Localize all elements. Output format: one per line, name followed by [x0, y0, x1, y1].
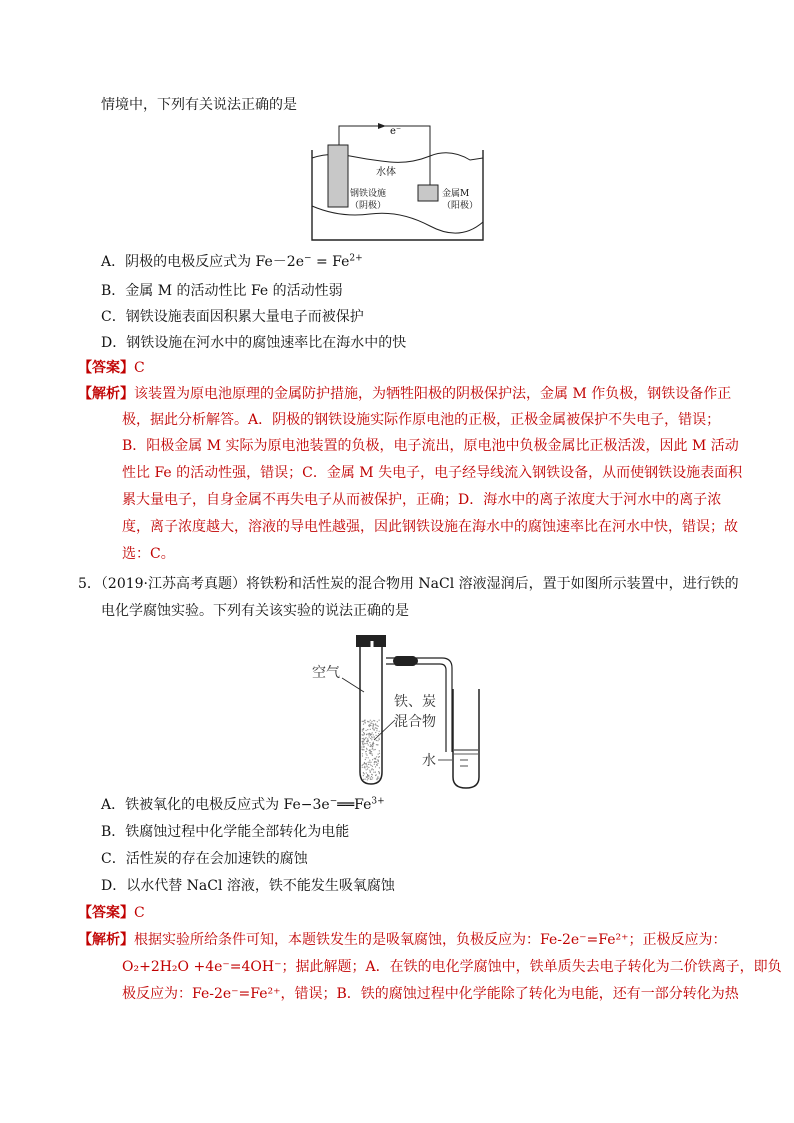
mixture-dot — [362, 738, 363, 739]
mixture-dot — [363, 779, 364, 780]
mixture-dot — [372, 755, 373, 756]
mixture-dot — [369, 742, 370, 743]
mixture-dot — [374, 761, 375, 762]
mixture-dot — [370, 725, 371, 726]
mixture-dot — [366, 730, 367, 731]
mixture-dot — [376, 764, 377, 765]
water-label: 水 — [422, 753, 436, 769]
metal-label-1: 金属M — [442, 189, 470, 199]
mixture-dot — [366, 734, 367, 735]
mixture-dot — [370, 729, 371, 730]
mixture-dot — [361, 746, 362, 747]
mixture-dot — [372, 774, 373, 775]
mixture-dot — [372, 749, 373, 750]
mixture-dot — [379, 773, 380, 774]
mixture-dot — [372, 768, 373, 769]
mixture-dot — [371, 721, 372, 722]
q5-figure — [300, 632, 500, 792]
mixture-dot — [379, 750, 380, 751]
mixture-dot — [362, 767, 363, 768]
mix-label-2: 混合物 — [394, 714, 436, 730]
q5-stem-1: 5．（2019·江苏高考真题）将铁粉和活性炭的混合物用 NaCl 溶液湿润后，置于如图所示装置中，进行铁的 — [78, 576, 739, 592]
mixture-dot — [375, 772, 376, 773]
mixture-dot — [372, 777, 373, 778]
left-test-tube — [360, 647, 382, 784]
mixture-dot — [367, 740, 368, 741]
mixture-dot — [371, 753, 372, 754]
mixture-dot — [370, 750, 371, 751]
q4-analysis-6: 度，离子浓度越大，溶液的导电性越强，因此钢铁设施在海水中的腐蚀速率比在河水中快，错误；故 — [122, 519, 738, 535]
q5-option-b: B．铁腐蚀过程中化学能全部转化为电能 — [101, 824, 350, 840]
mixture-dot — [375, 732, 376, 733]
mixture-dot — [376, 728, 377, 729]
mixture-dot — [376, 779, 377, 780]
mixture-dot — [366, 741, 367, 742]
mixture-dot — [364, 722, 365, 723]
q5-option-c: C．活性炭的存在会加速铁的腐蚀 — [101, 851, 308, 867]
mixture-dot — [379, 756, 380, 757]
mixture-dot — [378, 754, 379, 755]
q4-option-a: A．阴极的电极反应式为 $Fe-2e^- = Fe^{2+}$ — [101, 253, 363, 270]
mixture-dot — [365, 738, 366, 739]
q4-option-b: B．金属 M 的活动性比 Fe 的活动性弱 — [101, 283, 343, 299]
q5-answer: 【答案】C — [78, 905, 145, 921]
mixture-dot — [379, 731, 380, 732]
mixture-dot — [366, 757, 367, 758]
electron-label: e⁻ — [390, 126, 402, 137]
mixture-dot — [364, 743, 365, 744]
mixture-dot — [378, 778, 379, 779]
mixture-dot — [366, 751, 367, 752]
mixture-dot — [379, 720, 380, 721]
mixture-dot — [376, 744, 377, 745]
mixture-dot — [368, 734, 369, 735]
mixture-dot — [368, 733, 369, 734]
mixture-dot — [362, 721, 363, 722]
mixture-dot — [370, 720, 371, 721]
mixture-dot — [378, 726, 379, 727]
q4-analysis-1: 【解析】该装置为原电池原理的金属防护措施，为牺牲阳极的阴极保护法，金属 M 作负极，钢铁设备作正 — [78, 386, 732, 402]
mixture-dot — [363, 738, 364, 739]
mixture-dot — [371, 765, 372, 766]
mixture-dot — [370, 735, 371, 736]
q4-figure — [310, 122, 490, 242]
mixture-dot — [372, 727, 373, 728]
mixture-dot — [365, 743, 366, 744]
mixture-dot — [371, 739, 372, 740]
q4-analysis-7: 选：C。 — [122, 546, 175, 562]
mixture-dot — [362, 730, 363, 731]
mixture-dot — [368, 778, 369, 779]
mixture-dot — [375, 724, 376, 725]
iron-carbon-mixture — [361, 720, 380, 781]
mixture-dot — [368, 721, 369, 722]
mixture-dot — [363, 728, 364, 729]
mixture-dot — [363, 749, 364, 750]
mixture-dot — [368, 775, 369, 776]
mixture-dot — [371, 723, 372, 724]
mixture-dot — [363, 744, 364, 745]
mixture-dot — [366, 776, 367, 777]
mixture-dot — [362, 765, 363, 766]
mixture-dot — [379, 753, 380, 754]
mixture-dot — [372, 728, 373, 729]
mixture-dot — [368, 744, 369, 745]
mixture-dot — [376, 756, 377, 757]
mixture-dot — [370, 762, 371, 763]
mixture-dot — [373, 769, 374, 770]
mixture-dot — [366, 765, 367, 766]
mixture-dot — [377, 778, 378, 779]
mixture-dot — [370, 746, 371, 747]
mixture-dot — [370, 777, 371, 778]
mixture-dot — [370, 751, 371, 752]
mixture-dot — [368, 767, 369, 768]
mixture-dot — [376, 735, 377, 736]
mixture-dot — [366, 763, 367, 764]
mixture-dot — [369, 762, 370, 763]
mixture-dot — [374, 758, 375, 759]
mixture-dot — [374, 764, 375, 765]
mixture-dot — [373, 734, 374, 735]
mixture-dot — [377, 721, 378, 722]
mixture-dot — [373, 745, 374, 746]
mixture-dot — [367, 729, 368, 730]
mixture-dot — [362, 735, 363, 736]
q4-stem-tail: 情境中，下列有关说法正确的是 — [101, 97, 297, 113]
mixture-dot — [362, 729, 363, 730]
mixture-dot — [373, 723, 374, 724]
metal-m-block — [418, 185, 438, 201]
mixture-dot — [368, 762, 369, 763]
mixture-dot — [373, 742, 374, 743]
mixture-dot — [374, 730, 375, 731]
q4-option-d: D．钢铁设施在河水中的腐蚀速率比在海水中的快 — [101, 335, 407, 351]
mixture-dot — [379, 767, 380, 768]
mixture-dot — [372, 759, 373, 760]
steel-facility — [328, 145, 348, 207]
mixture-dot — [373, 743, 374, 744]
mixture-dot — [367, 738, 368, 739]
mixture-dot — [366, 748, 367, 749]
q5-option-a: A．铁被氧化的电极反应式为 $Fe-3e^-══Fe^{3+}$ — [101, 796, 385, 813]
mixture-dot — [366, 753, 367, 754]
mixture-dot — [379, 772, 380, 773]
mixture-dot — [371, 779, 372, 780]
q4-analysis-2: 极，据此分析解答。A．阴极的钢铁设施实际作原电池的正极，正极金属被保护不失电子，错误； — [122, 412, 721, 428]
mixture-dot — [372, 737, 373, 738]
q4-analysis-5: 累大量电子，自身金属不再失电子从而被保护，正确；D．海水中的离子浓度大于河水中的离子浓 — [122, 492, 722, 508]
mixture-dot — [370, 779, 371, 780]
q4-analysis-4: 性比 Fe 的活动性强，错误；C．金属 M 失电子，电子经导线流入钢铁设备，从而使钢铁设施表面积 — [122, 465, 743, 481]
steel-label-1: 钢铁设施 — [350, 189, 387, 199]
mixture-dot — [370, 738, 371, 739]
mixture-dot — [379, 739, 380, 740]
mixture-dot — [372, 748, 373, 749]
mixture-dot — [364, 773, 365, 774]
electron-arrow — [378, 123, 386, 129]
mixture-dot — [379, 738, 380, 739]
mixture-dot — [364, 766, 365, 767]
q4-answer: 【答案】C — [78, 360, 145, 376]
air-label: 空气 — [312, 665, 340, 681]
q5-analysis-3: 极反应为：Fe-2e⁻=Fe²⁺，错误；B．铁的腐蚀过程中化学能除了转化为电能，还有一部分转化为热 — [122, 986, 739, 1002]
mixture-dot — [363, 772, 364, 773]
q5-option-d: D．以水代替 NaCl 溶液，铁不能发生吸氧腐蚀 — [101, 878, 395, 894]
mixture-dot — [372, 766, 373, 767]
mixture-dot — [376, 740, 377, 741]
mixture-dot — [367, 768, 368, 769]
steel-label-2: （阴极） — [350, 201, 387, 211]
q4-option-c: C．钢铁设施表面因积累大量电子而被保护 — [101, 309, 364, 325]
mixture-dot — [373, 725, 374, 726]
mixture-dot — [375, 749, 376, 750]
mixture-dot — [375, 766, 376, 767]
mixture-dot — [367, 775, 368, 776]
mixture-dot — [362, 749, 363, 750]
mixture-dot — [368, 725, 369, 726]
mixture-dot — [369, 770, 370, 771]
mixture-dot — [369, 752, 370, 753]
mixture-dot — [366, 755, 367, 756]
mixture-dot — [365, 779, 366, 780]
right-test-tube — [453, 689, 479, 788]
mixture-dot — [363, 732, 364, 733]
mixture-dot — [369, 733, 370, 734]
mixture-dot — [369, 726, 370, 727]
mixture-dot — [369, 736, 370, 737]
q5-analysis-1: 【解析】根据实验所给条件可知，本题铁发生的是吸氧腐蚀，负极反应为：Fe-2e⁻=Fe²⁺；正极反应为： — [78, 932, 727, 948]
mixture-dot — [372, 732, 373, 733]
mixture-dot — [364, 734, 365, 735]
mixture-dot — [377, 725, 378, 726]
mixture-dot — [378, 733, 379, 734]
mixture-dot — [368, 776, 369, 777]
mixture-dot — [364, 739, 365, 740]
mixture-dot — [367, 779, 368, 780]
mixture-dot — [362, 743, 363, 744]
mixture-dot — [368, 757, 369, 758]
mix-label-1: 铁、炭 — [394, 694, 436, 710]
mixture-dot — [371, 745, 372, 746]
mixture-dot — [374, 720, 375, 721]
q5-analysis-2: O₂+2H₂O +4e⁻=4OH⁻；据此解题；A．在铁的电化学腐蚀中，铁单质失去电子转化为二价铁离子，即负 — [122, 959, 782, 975]
mixture-dot — [363, 729, 364, 730]
mixture-dot — [364, 762, 365, 763]
mixture-dot — [366, 769, 367, 770]
q4-analysis-3: B．阳极金属 M 实际为原电池装置的负极，电子流出，原电池中负极金属比正极活泼，因此 M 活动 — [122, 438, 739, 454]
mixture-dot — [377, 744, 378, 745]
mixture-dot — [363, 775, 364, 776]
mixture-dot — [362, 755, 363, 756]
mixture-dot — [377, 759, 378, 760]
mixture-dot — [377, 763, 378, 764]
mixture-dot — [362, 753, 363, 754]
mixture-dot — [374, 737, 375, 738]
mixture-dot — [375, 775, 376, 776]
mixture-dot — [363, 746, 364, 747]
mixture-dot — [363, 764, 364, 765]
mixture-dot — [377, 776, 378, 777]
mixture-dot — [377, 740, 378, 741]
mixture-dot — [364, 720, 365, 721]
mixture-dot — [371, 776, 372, 777]
mixture-dot — [376, 730, 377, 731]
mixture-dot — [367, 743, 368, 744]
mixture-dot — [375, 723, 376, 724]
mixture-dot — [373, 749, 374, 750]
mixture-dot — [367, 721, 368, 722]
mixture-dot — [367, 776, 368, 777]
mixture-dot — [371, 734, 372, 735]
mixture-dot — [369, 760, 370, 761]
water-label: 水体 — [376, 167, 396, 178]
mixture-dot — [363, 741, 364, 742]
metal-label-2: （阳极） — [442, 201, 479, 211]
mixture-dot — [370, 771, 371, 772]
mixture-dot — [363, 724, 364, 725]
mixture-dot — [369, 750, 370, 751]
mixture-dot — [366, 772, 367, 773]
mixture-dot — [378, 761, 379, 762]
mixture-dot — [365, 759, 366, 760]
mixture-dot — [375, 761, 376, 762]
mixture-dot — [365, 767, 366, 768]
mixture-dot — [370, 764, 371, 765]
q5-stem-2: 电化学腐蚀实验。下列有关该实验的说法正确的是 — [101, 603, 409, 619]
mixture-dot — [368, 764, 369, 765]
mixture-dot — [373, 772, 374, 773]
